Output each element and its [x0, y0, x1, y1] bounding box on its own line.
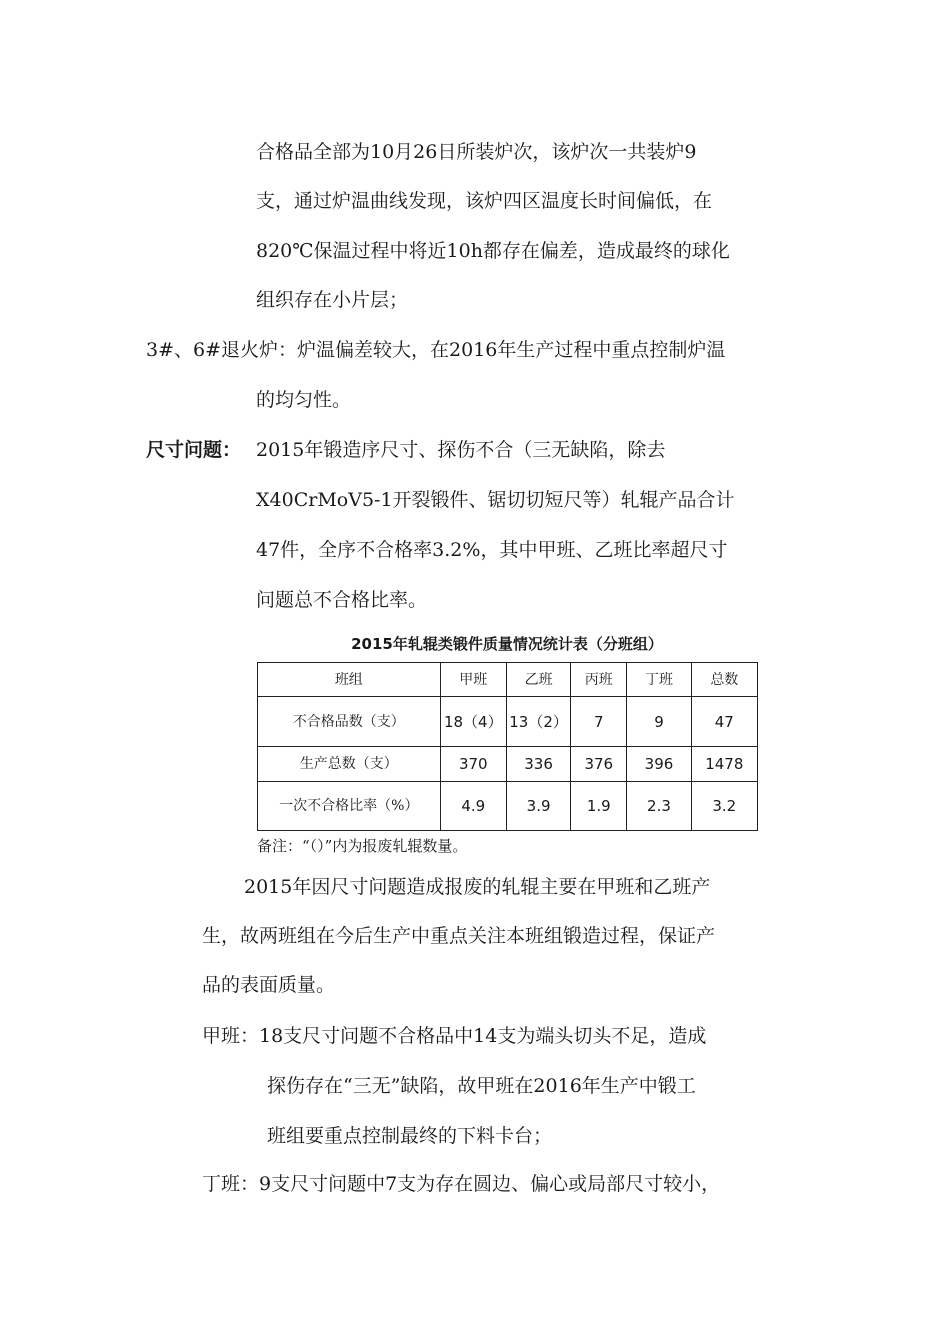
- table-row: [258, 697, 758, 747]
- row-label: 不合格品数（支）: [258, 697, 441, 747]
- table-header-cell: 丁班: [627, 663, 691, 697]
- table-cell: 18（4）: [440, 697, 506, 747]
- table-cell: 13（2）: [506, 697, 570, 747]
- text-line: 的均匀性。: [256, 389, 352, 411]
- text-line: 丁班：9支尺寸问题中7支为存在圆边、偏心或局部尺寸较小，: [202, 1173, 721, 1195]
- text-line: 问题总不合格比率。: [256, 589, 428, 611]
- table-header-cell: 甲班: [440, 663, 506, 697]
- section-label: 尺寸问题：: [146, 439, 242, 461]
- table-cell: 396: [627, 747, 691, 782]
- text-line: 820℃保温过程中将近10h都存在偏差，造成最终的球化: [256, 240, 730, 262]
- table-cell: 1.9: [571, 782, 627, 831]
- text-line: 2015年因尺寸问题造成报废的轧辊主要在甲班和乙班产: [244, 876, 711, 898]
- table-header-cell: 班组: [258, 663, 441, 697]
- table-cell: 4.9: [440, 782, 506, 831]
- table-header-cell: 丙班: [571, 663, 627, 697]
- text-line: 合格品全部为10月26日所装炉次，该炉次一共装炉9: [256, 141, 697, 163]
- row-label: 一次不合格比率（%）: [258, 782, 441, 831]
- text-line: 支，通过炉温曲线发现，该炉四区温度长时间偏低，在: [256, 190, 713, 212]
- table-cell: 7: [571, 697, 627, 747]
- text-line: 47件，全序不合格率3.2%，其中甲班、乙班比率超尺寸: [256, 539, 728, 561]
- table-cell: 47: [691, 697, 757, 747]
- table-header-cell: 乙班: [506, 663, 570, 697]
- table-header-cell: 总数: [691, 663, 757, 697]
- text-line: 2015年锻造序尺寸、探伤不合（三无缺陷，除去: [256, 439, 666, 461]
- table-cell: 3.2: [691, 782, 757, 831]
- text-line: X40CrMoV5-1开裂锻件、锯切切短尺等）轧辊产品合计: [256, 489, 735, 511]
- table-row: [258, 782, 758, 831]
- table-header-row: [258, 663, 758, 697]
- text-line: 组织存在小片层；: [256, 289, 409, 311]
- table-cell: 336: [506, 747, 570, 782]
- table-cell: 9: [627, 697, 691, 747]
- table-cell: 376: [571, 747, 627, 782]
- table-row: [258, 747, 758, 782]
- table-cell: 2.3: [627, 782, 691, 831]
- text-line: 品的表面质量。: [202, 974, 336, 996]
- table-caption: 2015年轧辊类锻件质量情况统计表（分班组）: [351, 635, 663, 653]
- quality-stats-table: [257, 662, 758, 831]
- text-line: 探伤存在“三无”缺陷，故甲班在2016年生产中锻工: [267, 1075, 696, 1097]
- row-label: 生产总数（支）: [258, 747, 441, 782]
- text-line: 3#、6#退火炉：炉温偏差较大，在2016年生产过程中重点控制炉温: [146, 339, 726, 361]
- text-line: 甲班：18支尺寸问题不合格品中14支为端头切头不足，造成: [202, 1025, 707, 1047]
- text-line: 生，故两班组在今后生产中重点关注本班组锻造过程，保证产: [202, 925, 716, 947]
- table-cell: 1478: [691, 747, 757, 782]
- table-cell: 370: [440, 747, 506, 782]
- text-line: 班组要重点控制最终的下料卡台；: [267, 1125, 553, 1147]
- table-note: 备注：“（）”内为报废轧辊数量。: [257, 837, 468, 855]
- table-cell: 3.9: [506, 782, 570, 831]
